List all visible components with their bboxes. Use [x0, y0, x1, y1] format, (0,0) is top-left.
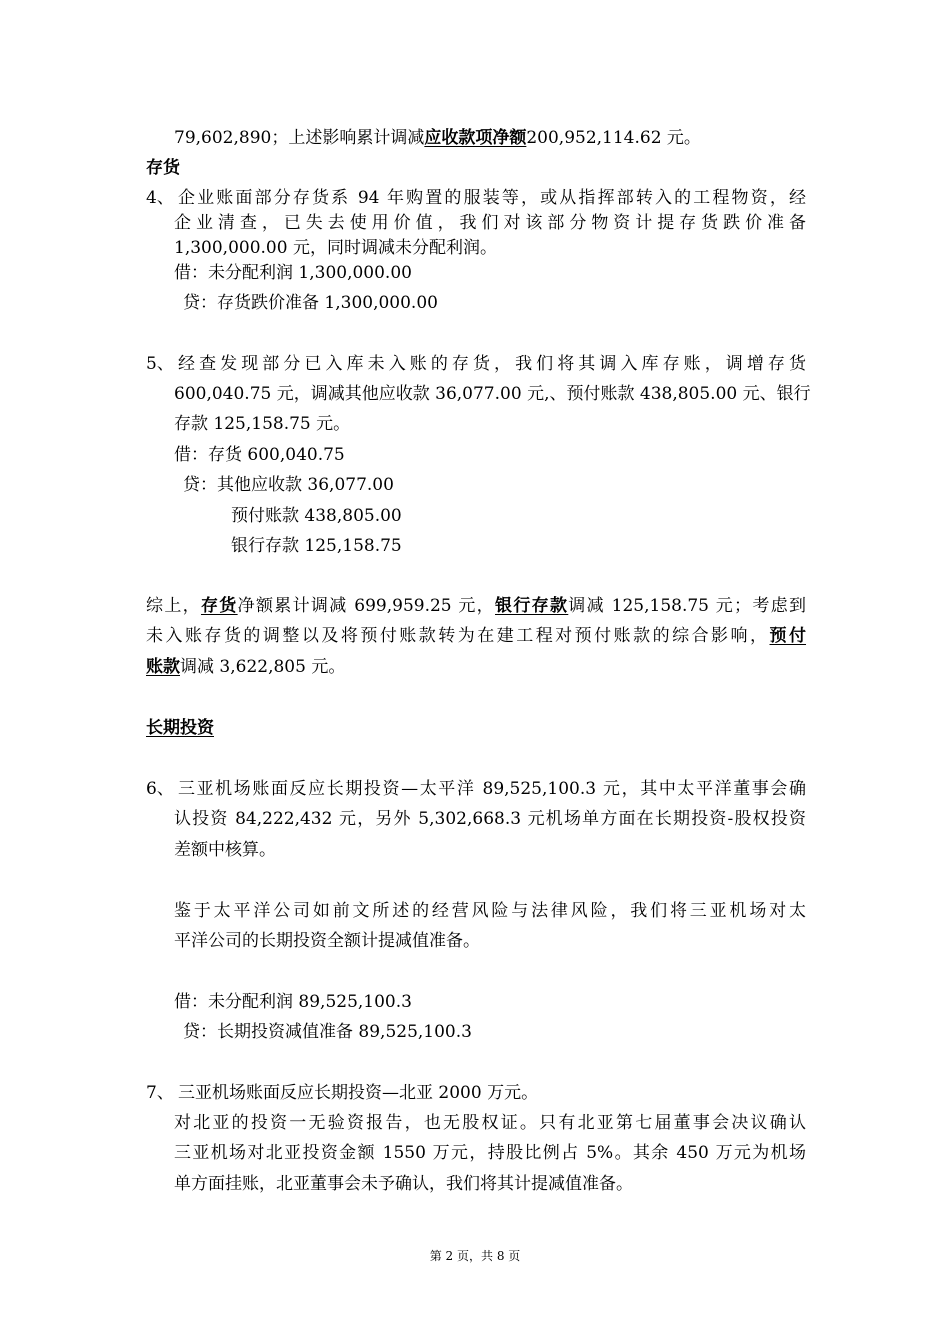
inventory-heading: 存货 — [146, 158, 180, 178]
item7-line-3: 三亚机场对北亚投资金额 1550 万元，持股比例占 5%。其余 450 万元为机场 — [174, 1143, 806, 1163]
item4-line-3: 1,300,000.00 元，同时调减未分配利润。 — [174, 238, 497, 258]
item7-line-1: 三亚机场账面反应长期投资—北亚 2000 万元。 — [178, 1083, 539, 1103]
item5-debit-entry: 借：存货 600,040.75 — [174, 445, 345, 465]
item6-credit-entry: 贷：长期投资减值准备 89,525,100.3 — [183, 1022, 472, 1042]
summary-line-2: 未入账存货的调整以及将预付账款转为在建工程对预付账款的综合影响，预付 — [146, 626, 807, 646]
item5-line-2: 600,040.75 元，调减其他应收款 36,077.00 元,、预付账款 438,805.00 元、银行 — [174, 384, 811, 404]
investment-heading: 长期投资 — [146, 718, 214, 738]
page-footer: 第 2 页，共 8 页 — [429, 1249, 521, 1263]
item4-number: 4、 — [146, 188, 174, 208]
intro-line: 79,602,890；上述影响累计调减应收款项净额200,952,114.62 元。 — [174, 128, 701, 148]
item5-credit-entry-3: 银行存款 125,158.75 — [231, 536, 402, 556]
item4-line-1: 企业账面部分存货系 94 年购置的服装等，或从指挥部转入的工程物资，经 — [178, 188, 806, 208]
item4-credit-entry: 贷：存货跌价准备 1,300,000.00 — [183, 293, 438, 313]
item7-line-2: 对北亚的投资一无验资报告，也无股权证。只有北亚第七届董事会决议确认 — [174, 1113, 806, 1133]
item4-line-2: 企业清查，已失去使用价值，我们对该部分物资计提存货跌价准备 — [174, 213, 806, 233]
item6-debit-entry: 借：未分配利润 89,525,100.3 — [174, 992, 412, 1012]
item5-line-1: 经查发现部分已入库未入账的存货，我们将其调入库存账，调增存货 — [178, 354, 806, 374]
inventory-term: 存货 — [200, 596, 238, 616]
item7-number: 7、 — [146, 1083, 174, 1103]
bank-deposit-term: 银行存款 — [495, 596, 569, 616]
item7-line-4: 单方面挂账，北亚董事会未予确认，我们将其计提减值准备。 — [174, 1174, 633, 1194]
item5-line-3: 存款 125,158.75 元。 — [174, 414, 351, 434]
summary-line-1: 综上，存货净额累计调减 699,959.25 元，银行存款调减 125,158.75 元；考虑到 — [146, 596, 807, 616]
receivables-net-term: 应收款项净额 — [424, 128, 527, 148]
item6-line-1: 三亚机场账面反应长期投资—太平洋 89,525,100.3 元，其中太平洋董事会确 — [178, 779, 806, 799]
item5-credit-entry-2: 预付账款 438,805.00 — [231, 506, 402, 526]
item6-number: 6、 — [146, 779, 174, 799]
item5-credit-entry: 贷：其他应收款 36,077.00 — [183, 475, 394, 495]
item6-para-line-2: 平洋公司的长期投资全额计提减值准备。 — [174, 931, 480, 951]
item6-line-3: 差额中核算。 — [174, 840, 276, 860]
item6-line-2: 认投资 84,222,432 元，另外 5,302,668.3 元机场单方面在长期投资-股权投资 — [174, 809, 806, 829]
prepaid-term-part2: 账款 — [146, 657, 180, 677]
item6-para-line-1: 鉴于太平洋公司如前文所述的经营风险与法律风险，我们将三亚机场对太 — [174, 901, 806, 921]
summary-line-3: 账款调减 3,622,805 元。 — [146, 657, 346, 677]
item5-number: 5、 — [146, 354, 174, 374]
item4-debit-entry: 借：未分配利润 1,300,000.00 — [174, 263, 412, 283]
prepaid-term-part1: 预付 — [769, 626, 807, 646]
